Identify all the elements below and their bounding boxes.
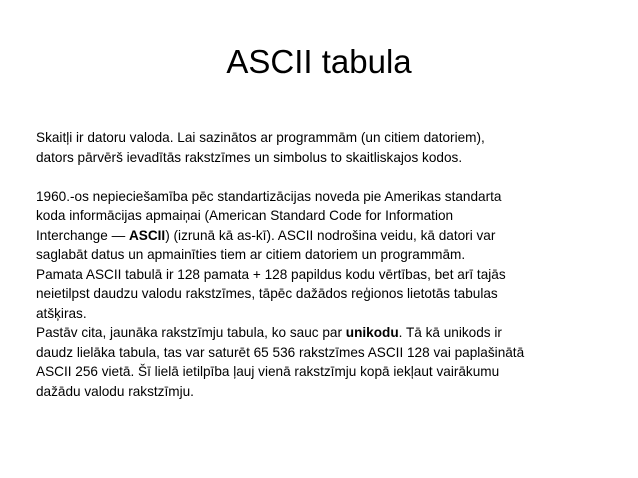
slide-body [36, 128, 611, 401]
text-line: dažādu valodu rakstzīmju. [36, 383, 194, 399]
text-line: ASCII 256 vietā. Šī lielā ietilpība ļauj vienā rakstzīmju kopā iekļaut vairākumu [36, 364, 500, 379]
text-line: Pamata ASCII tabulā ir 128 pamata + 128 papildus kodu vērtības, bet arī tajās [36, 266, 506, 282]
text-line: dators pārvērš ievadītās rakstzīmes un simbolus to skaitliskajos kodos. [36, 149, 463, 165]
unicode-bold-term: unikodu [345, 325, 399, 340]
text-line: neietilpst daudzu valodu rakstzīmes, tāpēc dažādos reģionos lietotās tabulas [36, 286, 498, 301]
text-line: Skaitļi ir datoru valoda. Lai sazinātos ar programmām (un citiem datoriem), [36, 130, 485, 145]
paragraph-unicode [36, 323, 611, 401]
text-line: koda informācijas apmaiņai (American Standard Code for Information [36, 208, 454, 223]
text-line: daudz lielāka tabula, tas var saturēt 65 536 rakstzīmes ASCII 128 vai paplašinātā [36, 344, 525, 360]
paragraph-ascii-history [36, 187, 611, 265]
paragraph-spacer [36, 167, 611, 187]
text-line: Pastāv cita, jaunāka rakstzīmju tabula, ko sauc par [36, 325, 346, 340]
text-line: atšķiras. [36, 305, 87, 321]
text-line: . Tā kā unikods ir [398, 325, 502, 340]
ascii-bold-term: ASCII [128, 227, 166, 243]
text-line: saglabāt datus un apmainīties tiem ar citiem datoriem un programmām. [36, 247, 466, 262]
text-line: Interchange — [36, 227, 129, 243]
paragraph-intro [36, 128, 611, 167]
text-line: 1960.-os nepieciešamība pēc standartizācijas noveda pie Amerikas standarta [36, 188, 502, 204]
text-line: ) (izrunā kā as-kī). ASCII nodrošina veidu, kā datori var [165, 227, 496, 243]
paragraph-ascii-table [36, 265, 611, 324]
slide-title: ASCII tabula [226, 43, 412, 80]
